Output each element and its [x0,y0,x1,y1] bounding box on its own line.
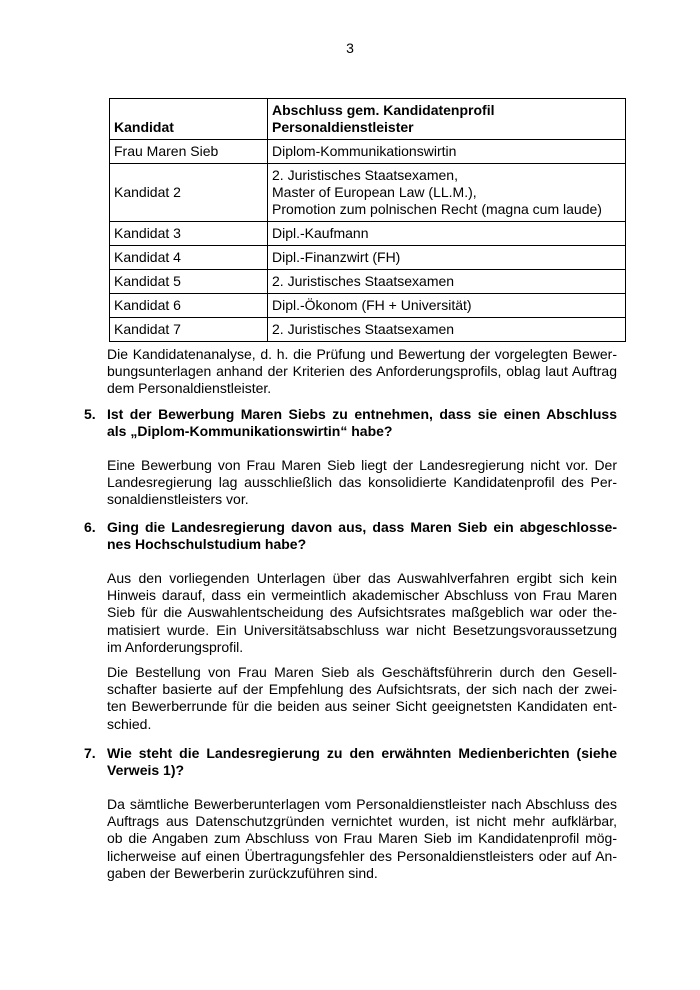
degree-line: Diplom-Kommunikationswirtin [272,143,457,159]
candidate-degree [268,246,626,270]
text-line: matisiert wurde. Ein Universitätsabschluss war nicht Besetzungsvoraussetzung [107,621,617,638]
degree-line: Dipl.-Ökonom (FH + Universität) [272,297,472,313]
table-row [110,164,626,222]
question-5 [84,406,617,440]
answer-5 [107,457,617,509]
degree-line: Dipl.-Kaufmann [272,225,369,241]
candidate-degree [268,270,626,294]
text-line: schafter basierte auf der Empfehlung des Aufsichtsrats, der sich nach der zwei- [107,681,617,698]
table-header-row [110,99,626,140]
table-row [110,222,626,246]
text-line: Ist der Bewerbung Maren Siebs zu entnehmen, dass sie einen Abschluss [107,406,617,422]
header-line: Abschluss gem. Kandidatenprofil [272,102,495,118]
text-line: ob die Angaben zum Abschluss von Frau Maren Sieb im Kandidatenprofil mög- [107,830,617,847]
table-row [110,270,626,294]
question-text [107,745,617,779]
degree-line: 2. Juristisches Staatsexamen [272,321,455,337]
question-7 [84,745,617,779]
text-line: Aus den vorliegenden Unterlagen über das Auswahlverfahren ergibt sich kein [107,570,617,586]
text-line: dem Personaldienstleister. [107,380,272,397]
degree-line: Dipl.-Finanzwirt (FH) [272,249,401,265]
text-line: ten Bewerberrunde für die beiden aus seiner Sicht geeignetsten Kandidaten ent- [107,698,617,715]
text-line: als „Diplom-Kommunikationswirtin“ habe? [107,423,393,440]
table-row [110,294,626,318]
question-number: 7. [84,745,96,761]
candidate-degree [268,140,626,164]
text-line: Landesregierung lag ausschließlich das konsolidierte Kandidatenprofil des Per- [107,474,617,491]
text-line: gaben der Bewerberin zurückzuführen sind. [107,864,378,881]
degree-line: 2. Juristisches Staatsexamen, [272,167,458,183]
text-line: Ging die Landesregierung davon aus, dass Maren Sieb ein abgeschlosse- [107,519,617,535]
candidate-degree [268,294,626,318]
text-line: Die Bestellung von Frau Maren Sieb als Geschäftsführerin durch den Gesell- [107,664,617,680]
text-line: bungsunterlagen anhand der Kriterien des Anforderungsprofils, oblag laut Auftrag [107,363,617,380]
candidate-degree [268,318,626,342]
candidate-name: Kandidat 4 [110,246,268,270]
header-kandidat: Kandidat [110,99,268,140]
text-line: Eine Bewerbung von Frau Maren Sieb liegt der Landesregierung nicht vor. Der [107,457,617,473]
header-line: Personaldienstleister [272,119,414,135]
text-line: sonaldienstleisters vor. [107,491,249,508]
candidate-name: Kandidat 5 [110,270,268,294]
candidate-name: Kandidat 6 [110,294,268,318]
question-number: 6. [84,519,96,535]
table-row [110,246,626,270]
answer-7 [107,796,617,882]
text-line: Wie steht die Landesregierung zu den erwähnten Medienberichten (siehe [107,745,617,761]
text-line: Da sämtliche Bewerberunterlagen vom Personaldienstleister nach Abschluss des [107,796,617,812]
text-line: Hinweis darauf, dass ein vermeintlich akademischer Abschluss von Frau Maren [107,587,617,604]
candidate-degree [268,164,626,222]
degree-line: 2. Juristisches Staatsexamen [272,273,455,289]
text-line: Die Kandidatenanalyse, d. h. die Prüfung und Bewertung der vorgelegten Bewer- [107,346,617,362]
header-abschluss [268,99,626,140]
text-line: nes Hochschulstudium habe? [107,536,307,553]
page-number: 3 [346,40,354,56]
answer-6-paragraph-2 [107,664,617,733]
candidate-name: Kandidat 7 [110,318,268,342]
degree-line: Master of European Law (LL.M.), [272,184,477,200]
candidate-name: Kandidat 3 [110,222,268,246]
intro-paragraph [107,346,617,398]
candidate-name: Kandidat 2 [110,164,268,222]
text-line: licherweise auf einen Übertragungsfehler des Personaldienstleisters oder auf An- [107,847,617,864]
table-row [110,318,626,342]
question-text [107,519,617,553]
candidate-degree [268,222,626,246]
text-line: Sieb für die Auswahlentscheidung des Aufsichtsrates maßgeblich war oder the- [107,604,617,621]
question-text [107,406,617,440]
candidate-name: Frau Maren Sieb [110,140,268,164]
question-6 [84,519,617,553]
degree-line: Promotion zum polnischen Recht (magna cum laude) [272,201,602,217]
candidate-table [109,98,626,342]
table-row [110,140,626,164]
text-line: im Anforderungsprofil. [107,638,244,655]
text-line: schied. [107,715,152,732]
text-line: Auftrags aus Datenschutzgründen vernichtet wurden, ist nicht mehr aufklärbar, [107,813,617,830]
text-line: Verweis 1)? [107,762,185,779]
answer-6-paragraph-1 [107,570,617,656]
question-number: 5. [84,406,96,422]
